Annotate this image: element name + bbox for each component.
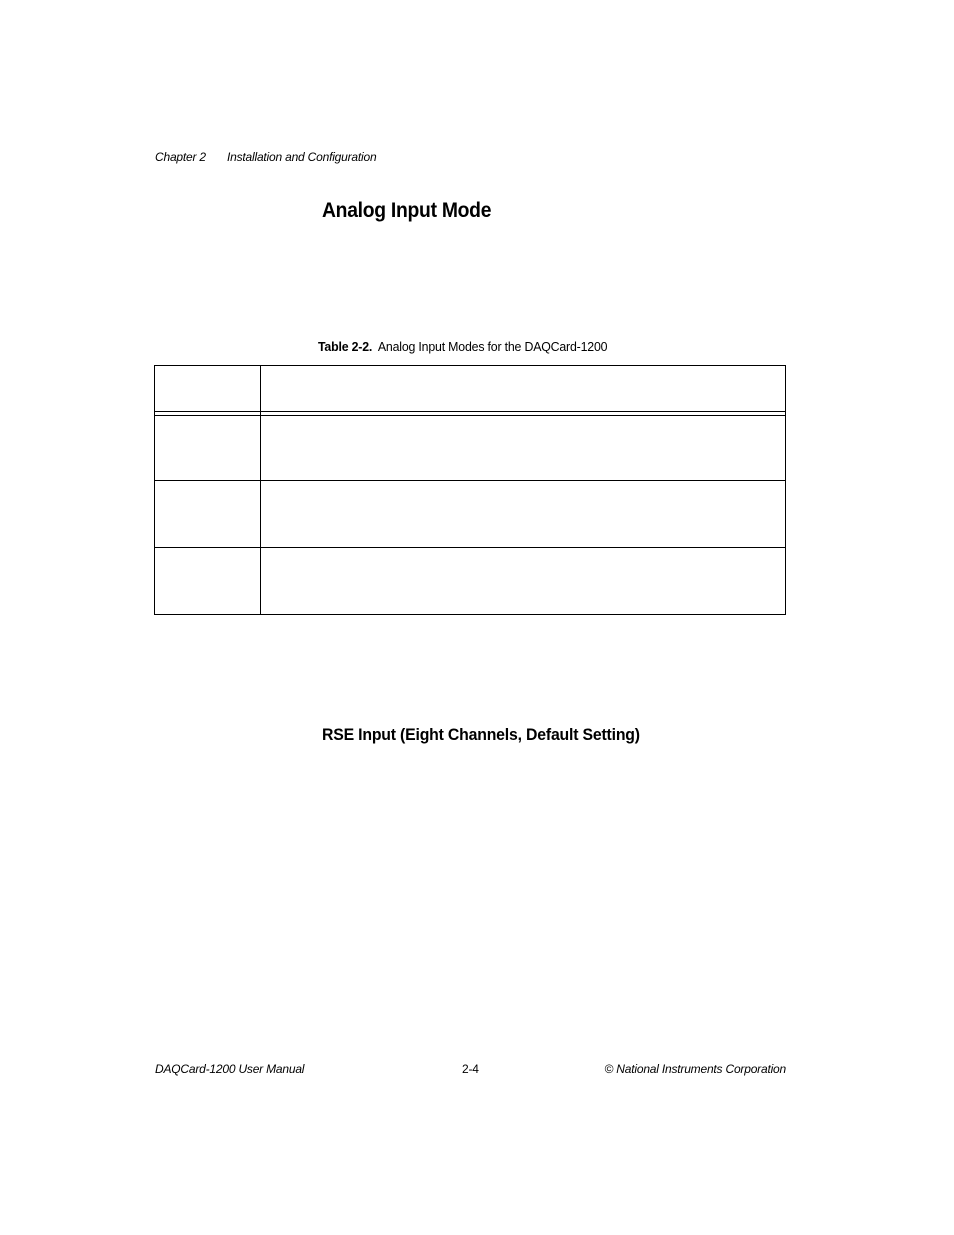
analog-input-modes-table <box>154 365 786 615</box>
table-header-rule-top <box>155 411 785 412</box>
table-row-divider <box>155 480 785 481</box>
table-row-divider <box>155 547 785 548</box>
table-caption <box>318 339 607 354</box>
footer-copyright: © National Instruments Corporation <box>604 1062 786 1076</box>
table-caption-text: Analog Input Modes for the DAQCard-1200 <box>377 339 608 354</box>
running-head-section: Installation and Configuration <box>227 150 377 164</box>
table-caption-label: Table 2-2. <box>318 339 373 354</box>
footer-page-number: 2-4 <box>462 1062 479 1076</box>
table-column-divider <box>260 366 261 614</box>
running-head-chapter: Chapter 2 <box>155 150 206 164</box>
table-header-rule-bottom <box>155 415 785 416</box>
subsection-heading: RSE Input (Eight Channels, Default Setting) <box>322 725 640 744</box>
footer-manual-title: DAQCard-1200 User Manual <box>155 1062 305 1076</box>
section-heading: Analog Input Mode <box>322 199 492 222</box>
